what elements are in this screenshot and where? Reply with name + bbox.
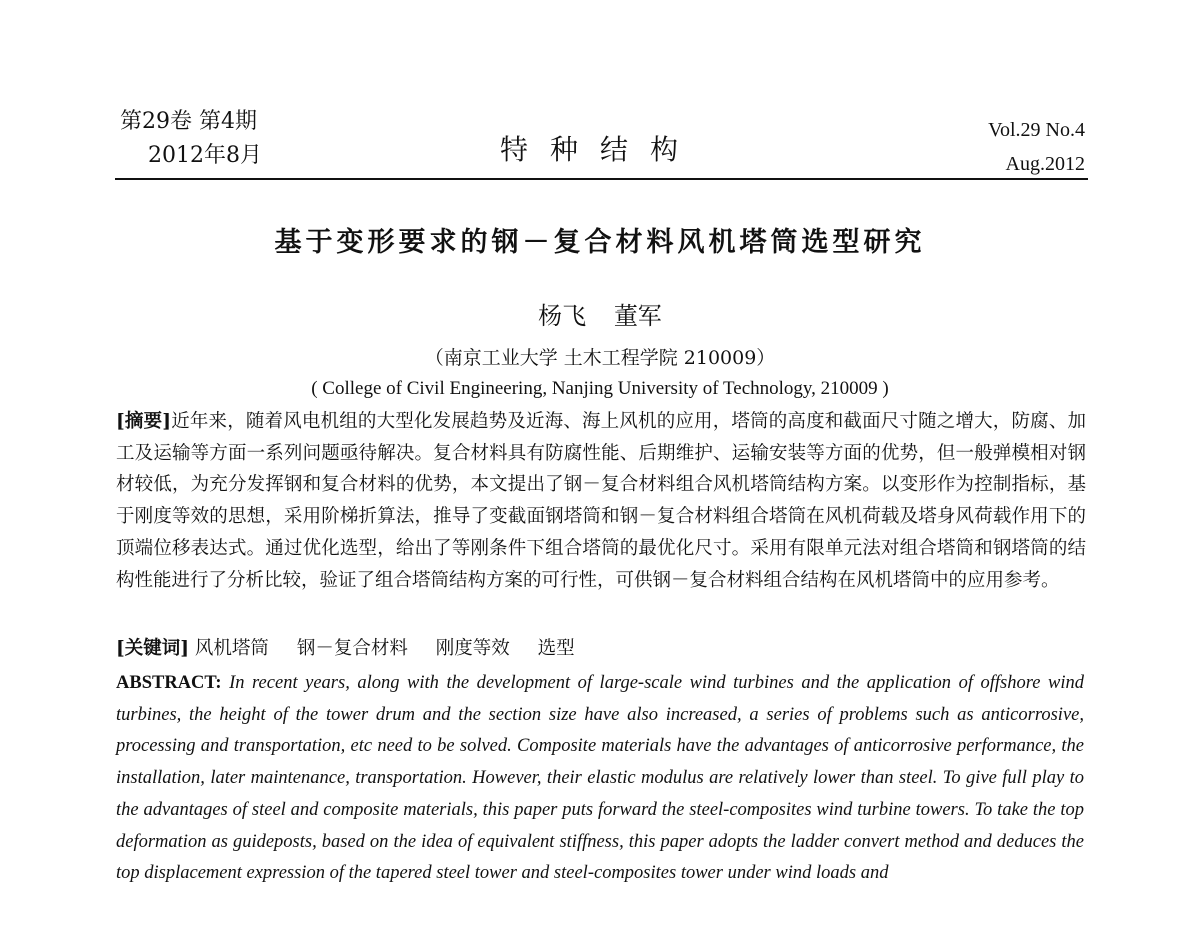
date-en: Aug.2012 [1005,153,1085,175]
paper-title: 基于变形要求的钢－复合材料风机塔筒选型研究 [274,227,926,258]
keywords [116,634,597,660]
abstract-en-text: In recent years, along with the development of large-scale wind turbines and the application of offshore wind turbines, the height of the tower drum and the section size have also increased, a series of problems such as anticorrosive, processing and transportation, etc need to be solved. Composite materials have the advantages of anticorrosive performance, the installation, later maintenance, transportation. However, their elastic modulus are relatively lower than steel. To give full play to the advantages of steel and composite materials, this paper puts forward the steel-composites wind turbine towers. To take the top deformation as guideposts, based on the idea of equivalent stiffness, this paper adopts the ladder convert method and deduces the top displacement expression of the tapered steel tower and steel-composites tower under wind loads and [116,673,1084,884]
abstract-en-label: ABSTRACT: [116,673,222,693]
header-rule [115,178,1088,180]
abstract-cn-text: 近年来，随着风电机组的大型化发展趋势及近海、海上风机的应用，塔筒的高度和截面尺寸随之增大，防腐、加工及运输等方面一系列问题亟待解决。复合材料具有防腐性能、后期维护、运输安装等方面的优势，但一般弹模相对钢材较低，为充分发挥钢和复合材料的优势，本文提出了钢－复合材料组合风机塔筒结构方案。以变形作为控制指标，基于刚度等效的思想，采用阶梯折算法，推导了变截面钢塔筒和钢－复合材料组合塔筒在风机荷载及塔身风荷载作用下的顶端位移表达式。通过优化选型，给出了等刚条件下组合塔筒的最优化尺寸。采用有限单元法对组合塔筒和钢塔筒的结构性能进行了分析比较，验证了组合塔筒结构方案的可行性，可供钢－复合材料组合结构在风机塔筒中的应用参考。 [116,411,1086,591]
journal-issue-en [988,113,1085,181]
keyword: 钢－复合材料 [296,638,408,659]
date-cn: 2012年8月 [148,143,262,168]
author-name: 董军 [613,302,662,330]
volume-cn: 第29卷 第4期 [120,109,257,134]
affiliation-en: ( College of Civil Engineering, Nanjing University of Technology, 210009 ) [311,378,889,399]
journal-name: 特种结构 [499,133,700,166]
affiliation-cn: （南京工业大学 土木工程学院 210009） [424,347,776,369]
abstract-cn [116,406,1086,596]
volume-en: Vol.29 No.4 [988,119,1085,141]
keyword: 风机塔筒 [194,638,269,659]
abstract-cn-label: [摘要] [116,411,172,432]
author-list [0,296,1200,331]
keyword: 刚度等效 [435,638,510,659]
keyword: 选型 [537,638,575,659]
keywords-label: [关键词] [116,638,190,659]
author-name: 杨飞 [538,302,587,330]
abstract-en [116,668,1084,890]
